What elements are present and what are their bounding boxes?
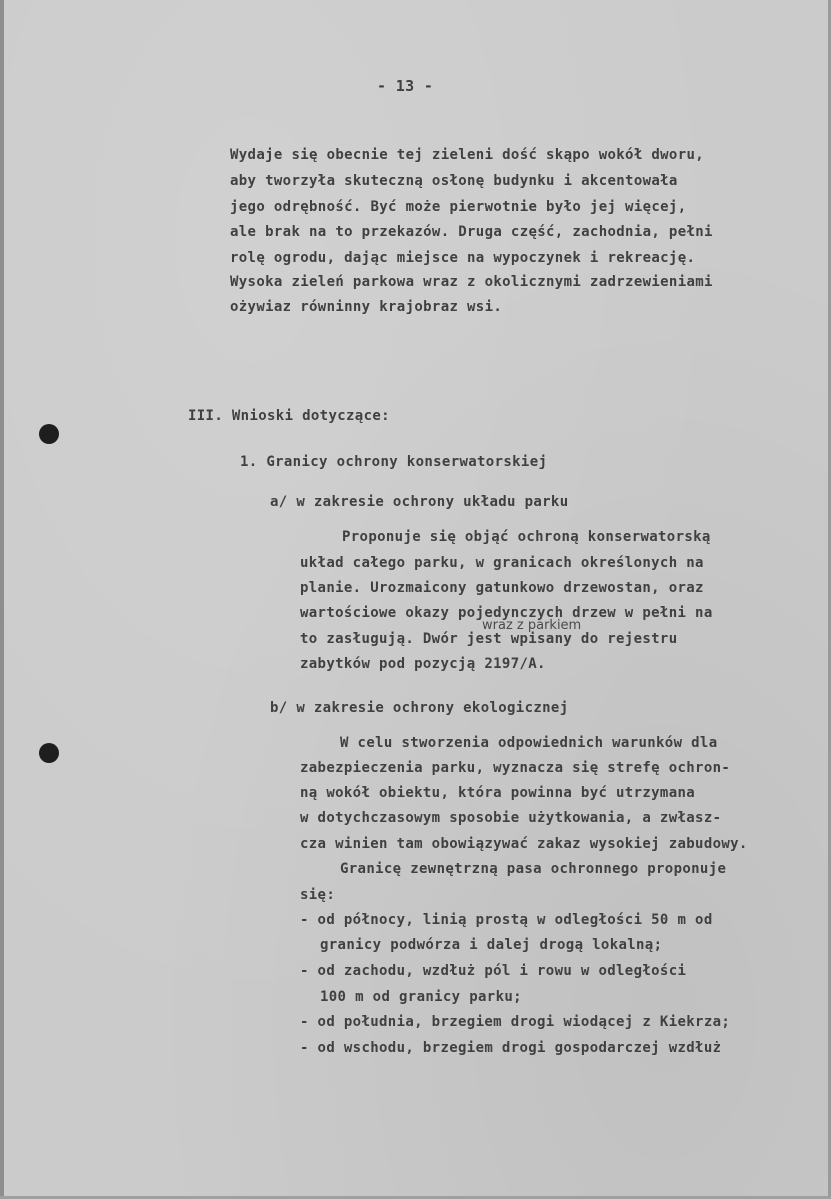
- part-b-line: W celu stworzenia odpowiednich warunków dla: [340, 735, 718, 751]
- page-left-edge: [0, 0, 4, 1199]
- handwritten-insert: wraz z parkiem: [482, 618, 582, 633]
- boundary-item: - od północy, linią prostą w odległości 50 m od: [300, 912, 713, 928]
- part-b-line: się:: [300, 887, 336, 903]
- boundary-item: - od południa, brzegiem drogi wiodącej z Kiekrza;: [300, 1014, 731, 1030]
- part-a-heading: a/ w zakresie ochrony układu parku: [270, 494, 569, 510]
- part-a-line: Proponuje się objąć ochroną konserwatorską: [342, 529, 711, 545]
- part-b-heading: b/ w zakresie ochrony ekologicznej: [270, 700, 569, 716]
- page-number: - 13 -: [377, 77, 434, 95]
- part-a-line: wartościowe okazy pojedynczych drzew w pełni na: [300, 605, 713, 621]
- subsection-heading: 1. Granicy ochrony konserwatorskiej: [240, 454, 548, 470]
- intro-line: rolę ogrodu, dając miejsce na wypoczynek i rekreację.: [230, 250, 696, 266]
- intro-line: ale brak na to przekazów. Druga część, zachodnia, pełni: [230, 224, 713, 240]
- boundary-item: - od zachodu, wzdłuż pól i rowu w odległości: [300, 963, 687, 979]
- punch-hole-top: [39, 424, 59, 444]
- part-a-line: zabytków pod pozycją 2197/A.: [300, 656, 546, 672]
- boundary-item-continued: 100 m od granicy parku;: [320, 989, 522, 1005]
- part-b-line: Granicę zewnętrzną pasa ochronnego proponuje: [340, 861, 727, 877]
- intro-line: ożywiaz równinny krajobraz wsi.: [230, 299, 503, 315]
- part-b-line: w dotychczasowym sposobie użytkowania, a zwłasz-: [300, 810, 722, 826]
- punch-hole-bottom: [39, 743, 59, 763]
- part-a-line: układ całego parku, w granicach określonych na: [300, 555, 704, 571]
- intro-line: jego odrębność. Być może pierwotnie było jej więcej,: [230, 199, 687, 215]
- intro-line: aby tworzyła skuteczną osłonę budynku i akcentowała: [230, 173, 678, 189]
- part-b-line: cza winien tam obowiązywać zakaz wysokiej zabudowy.: [300, 836, 748, 852]
- part-b-line: zabezpieczenia parku, wyznacza się strefę ochron-: [300, 760, 731, 776]
- part-a-line: planie. Urozmaicony gatunkowo drzewostan, oraz: [300, 580, 704, 596]
- section-heading: III. Wnioski dotyczące:: [188, 408, 390, 424]
- intro-line: Wydaje się obecnie tej zieleni dość skąpo wokół dworu,: [230, 147, 705, 163]
- intro-line: Wysoka zieleń parkowa wraz z okolicznymi zadrzewieniami: [230, 274, 713, 290]
- boundary-item: - od wschodu, brzegiem drogi gospodarczej wzdłuż: [300, 1040, 722, 1056]
- part-b-line: ną wokół obiektu, która powinna być utrzymana: [300, 785, 696, 801]
- boundary-item-continued: granicy podwórza i dalej drogą lokalną;: [320, 937, 663, 953]
- part-a-line: to zasługują. Dwór jest wpisany do rejestru: [300, 631, 678, 647]
